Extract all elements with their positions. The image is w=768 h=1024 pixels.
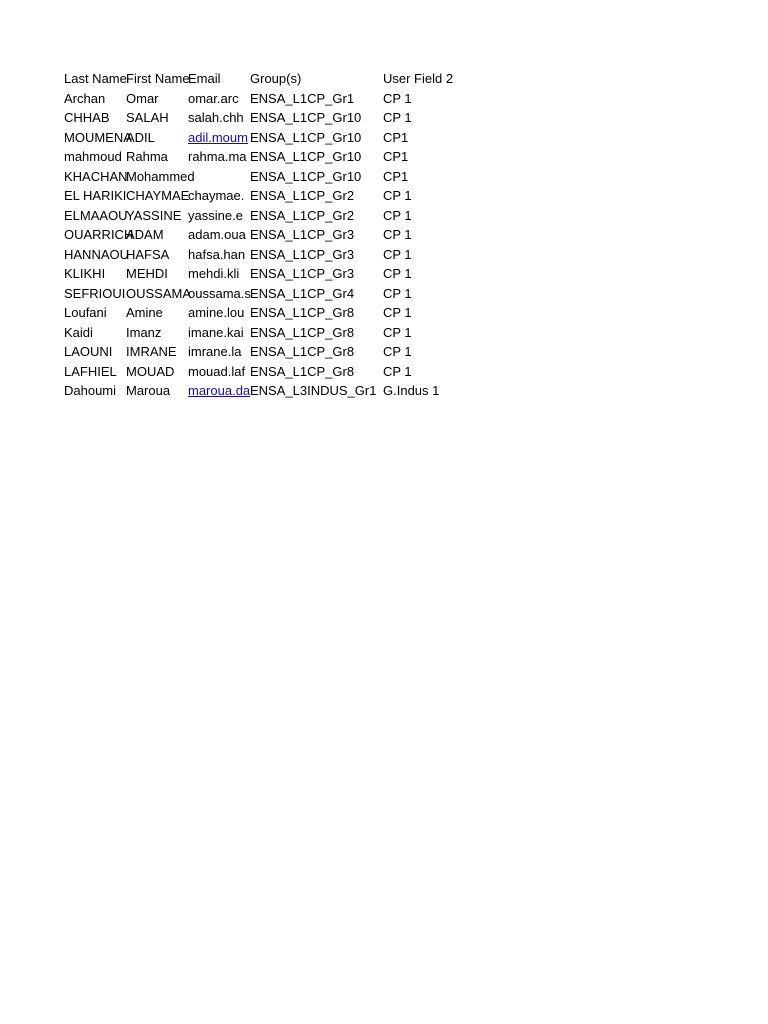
cell-first-name: YASSINE bbox=[126, 207, 182, 223]
cell-first-name: OUSSAMA bbox=[126, 285, 192, 301]
cell-user-field: CP1 bbox=[383, 149, 409, 164]
cell-first-name: ADIL bbox=[126, 129, 155, 145]
cell-user-field: G.Indus 1 bbox=[383, 383, 440, 398]
cell-last-name: EL HARIKI bbox=[64, 188, 127, 203]
cell-group: ENSA_L1CP_Gr8 bbox=[250, 344, 355, 359]
cell-user-field: CP 1 bbox=[383, 344, 412, 359]
cell-first-name: ADAM bbox=[126, 227, 164, 242]
cell-group: ENSA_L3INDUS_Gr1 bbox=[250, 383, 377, 398]
cell-group: ENSA_L1CP_Gr10 bbox=[250, 110, 362, 125]
cell-user-field: CP 1 bbox=[383, 285, 412, 301]
table-row bbox=[64, 186, 473, 206]
cell-email: adam.oua bbox=[188, 227, 246, 242]
spreadsheet-table bbox=[64, 69, 473, 401]
cell-group: ENSA_L1CP_Gr10 bbox=[250, 129, 362, 145]
cell-email: imane.kai bbox=[188, 324, 244, 340]
cell-last-name: Loufani bbox=[64, 305, 107, 320]
cell-group: ENSA_L1CP_Gr3 bbox=[250, 227, 355, 242]
cell-first-name: IMRANE bbox=[126, 344, 177, 359]
table-row bbox=[64, 128, 473, 148]
email-link[interactable]: adil.moum bbox=[188, 129, 248, 145]
table-row bbox=[64, 342, 473, 362]
cell-email: chaymae. bbox=[188, 188, 245, 203]
cell-group: ENSA_L1CP_Gr2 bbox=[250, 207, 355, 223]
cell-last-name: HANNAOU bbox=[64, 246, 130, 262]
cell-user-field: CP 1 bbox=[383, 188, 412, 203]
table-row bbox=[64, 108, 473, 128]
header-last-name: Last Name bbox=[64, 71, 127, 86]
cell-first-name: Amine bbox=[126, 305, 163, 320]
table-row bbox=[64, 245, 473, 265]
cell-email: imrane.la bbox=[188, 344, 242, 359]
cell-first-name: Omar bbox=[126, 90, 159, 106]
table-row bbox=[64, 89, 473, 109]
cell-group: ENSA_L1CP_Gr4 bbox=[250, 285, 355, 301]
cell-group: ENSA_L1CP_Gr8 bbox=[250, 305, 355, 320]
table-row bbox=[64, 225, 473, 245]
cell-user-field: CP 1 bbox=[383, 90, 412, 106]
cell-group: ENSA_L1CP_Gr3 bbox=[250, 246, 355, 262]
cell-first-name: Imanz bbox=[126, 324, 162, 340]
cell-user-field: CP 1 bbox=[383, 305, 412, 320]
cell-first-name: Rahma bbox=[126, 149, 168, 164]
cell-email: omar.arc bbox=[188, 90, 239, 106]
table-row bbox=[64, 206, 473, 226]
cell-group: ENSA_L1CP_Gr1 bbox=[250, 90, 355, 106]
cell-first-name: CHAYMAE bbox=[126, 188, 190, 203]
cell-email: mehdi.kli bbox=[188, 266, 240, 281]
cell-first-name: SALAH bbox=[126, 110, 169, 125]
cell-last-name: KHACHAN bbox=[64, 168, 128, 184]
cell-user-field: CP 1 bbox=[383, 110, 412, 125]
table-row bbox=[64, 362, 473, 382]
cell-last-name: Archan bbox=[64, 90, 106, 106]
cell-user-field: CP 1 bbox=[383, 207, 412, 223]
cell-email: mouad.laf bbox=[188, 363, 246, 379]
table-row bbox=[64, 303, 473, 323]
cell-last-name: CHHAB bbox=[64, 110, 110, 125]
cell-email: oussama.s bbox=[188, 285, 251, 301]
cell-email: hafsa.han bbox=[188, 246, 246, 262]
table-row bbox=[64, 381, 473, 401]
cell-user-field: CP 1 bbox=[383, 324, 412, 340]
table-row bbox=[64, 284, 473, 304]
table-row bbox=[64, 147, 473, 167]
cell-user-field: CP1 bbox=[383, 168, 409, 184]
cell-last-name: LAFHIEL bbox=[64, 363, 117, 379]
header-groups: Group(s) bbox=[250, 71, 302, 86]
cell-last-name: SEFRIOUI bbox=[64, 285, 126, 301]
cell-first-name: MOUAD bbox=[126, 363, 175, 379]
cell-user-field: CP1 bbox=[383, 129, 409, 145]
cell-group: ENSA_L1CP_Gr10 bbox=[250, 149, 362, 164]
header-first-name: First Name bbox=[126, 71, 190, 86]
cell-first-name: Mohammed bbox=[126, 168, 195, 184]
cell-first-name: Maroua bbox=[126, 383, 171, 398]
cell-last-name: MOUMENA bbox=[64, 129, 132, 145]
cell-last-name: mahmoud bbox=[64, 149, 122, 164]
cell-group: ENSA_L1CP_Gr10 bbox=[250, 168, 362, 184]
cell-group: ENSA_L1CP_Gr8 bbox=[250, 363, 355, 379]
cell-group: ENSA_L1CP_Gr2 bbox=[250, 188, 355, 203]
table-row bbox=[64, 264, 473, 284]
cell-user-field: CP 1 bbox=[383, 266, 412, 281]
table-row bbox=[64, 167, 473, 187]
cell-group: ENSA_L1CP_Gr8 bbox=[250, 324, 355, 340]
cell-first-name: MEHDI bbox=[126, 266, 168, 281]
cell-last-name: OUARRICH bbox=[64, 227, 134, 242]
header-row bbox=[64, 69, 473, 89]
cell-email: rahma.ma bbox=[188, 149, 247, 164]
email-link[interactable]: maroua.da bbox=[188, 383, 251, 398]
cell-last-name: LAOUNI bbox=[64, 344, 113, 359]
cell-user-field: CP 1 bbox=[383, 363, 412, 379]
cell-last-name: Kaidi bbox=[64, 324, 93, 340]
cell-email: salah.chh bbox=[188, 110, 244, 125]
header-email: Email bbox=[188, 71, 221, 86]
table-row bbox=[64, 323, 473, 343]
cell-email: yassine.e bbox=[188, 207, 243, 223]
cell-last-name: KLIKHI bbox=[64, 266, 106, 281]
cell-last-name: Dahoumi bbox=[64, 383, 117, 398]
cell-user-field: CP 1 bbox=[383, 246, 412, 262]
cell-email: amine.lou bbox=[188, 305, 245, 320]
header-user-field-2: User Field 2 bbox=[383, 71, 454, 86]
cell-last-name: ELMAAOU bbox=[64, 207, 128, 223]
cell-first-name: HAFSA bbox=[126, 246, 170, 262]
cell-group: ENSA_L1CP_Gr3 bbox=[250, 266, 355, 281]
cell-user-field: CP 1 bbox=[383, 227, 412, 242]
